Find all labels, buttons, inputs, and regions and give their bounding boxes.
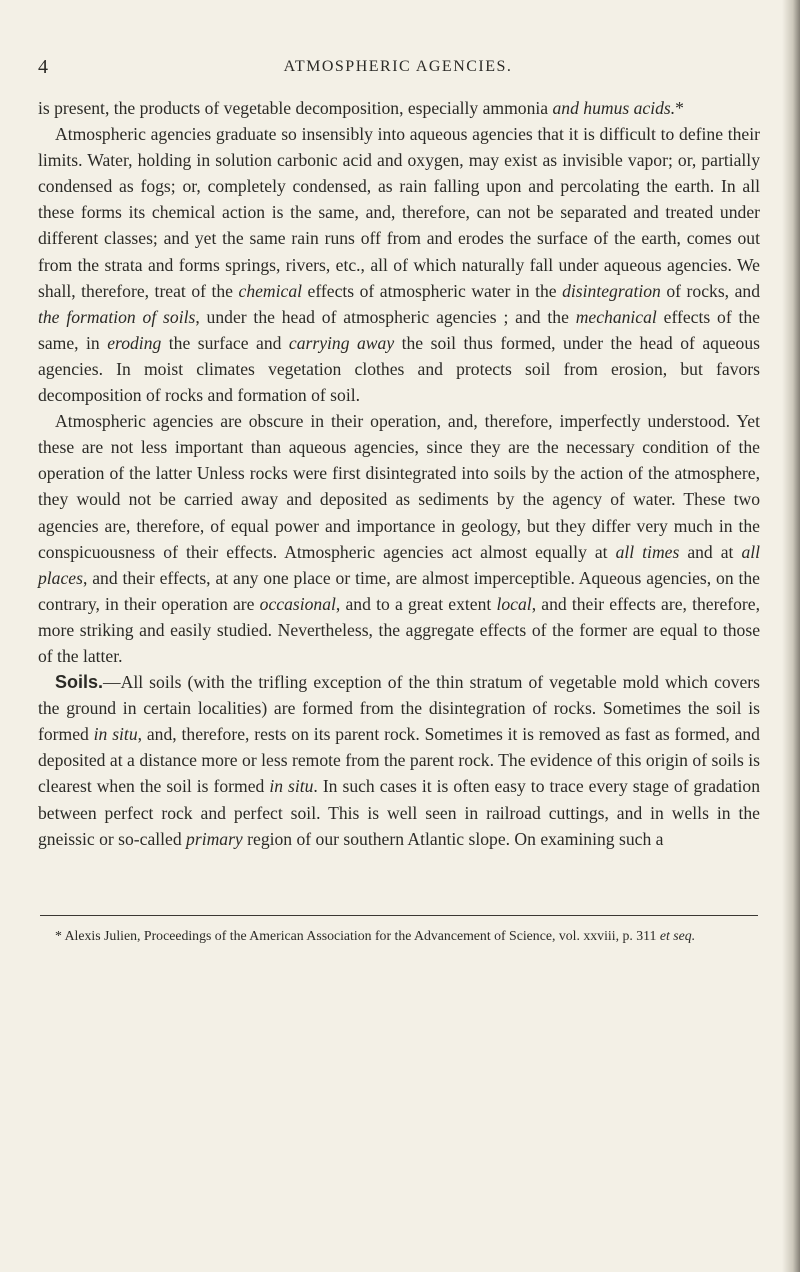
paragraph bbox=[38, 95, 760, 121]
italic-phrase: in situ bbox=[93, 724, 138, 745]
text-run: * Alexis Julien, Proceedings of the American Association for the Advancement of Science, vol. xxviii, p. 311 bbox=[55, 928, 660, 943]
italic-phrase: chemical bbox=[238, 280, 303, 301]
italic-phrase: primary bbox=[186, 828, 243, 849]
text-run: is present, the products of vegetable decomposition, especially ammonia bbox=[38, 98, 553, 118]
italic-phrase: all places bbox=[38, 541, 761, 588]
text-run: region of our southern Atlantic slope. On examining such a bbox=[242, 828, 664, 849]
italic-phrase: et seq. bbox=[659, 928, 696, 943]
text-run: effects of the same, in bbox=[38, 306, 760, 353]
text-run: Atmospheric agencies are obscure in their operation, and, therefore, imperfectly understood. Yet these are not less important than aqueous agencies, since they are the necessary condition of the operation of the latter Unless rocks were first disintegrated into soils by the action of the atmosphere, they would not be carried away and deposited as sediments by the agency of water. These two agencies are, therefore, of equal power and importance in geology, but they differ very much in the conspicuousness of their effects. Atmospheric agencies act almost equally at bbox=[38, 411, 760, 562]
page-edge-shadow bbox=[782, 0, 800, 1272]
page-number: 4 bbox=[38, 56, 48, 78]
italic-phrase: the formation of soils bbox=[38, 306, 196, 327]
page-header bbox=[38, 56, 758, 82]
text-run: the surface and bbox=[161, 332, 289, 353]
text-run: —All soils (with the trifling exception of the thin stratum of vegetable mold which covers the ground in certain localities) are formed from the disintegration of rocks. Sometimes the soil is formed bbox=[38, 672, 760, 745]
italic-phrase: eroding bbox=[107, 332, 162, 353]
text-run: , and their effects, at any one place or time, are almost imperceptible. Aqueous agencies, on the contrary, in their operation are bbox=[38, 567, 760, 614]
body-text bbox=[38, 95, 760, 852]
text-run: , and, therefore, rests on its parent rock. Sometimes it is removed as fast as formed, and deposited at a distance more or less remote from the parent rock. The evidence of this origin of soils is clearest when the soil is formed bbox=[38, 724, 760, 797]
section-heading-soils: Soils. bbox=[55, 672, 104, 693]
italic-phrase: mechanical bbox=[575, 306, 657, 327]
footnote bbox=[38, 925, 760, 946]
italic-phrase: carrying away bbox=[288, 332, 395, 353]
paragraph bbox=[38, 408, 760, 669]
text-run: , under the head of atmospheric agencies ; and the bbox=[195, 306, 576, 327]
text-run: and at bbox=[679, 541, 742, 562]
text-run: of rocks, and bbox=[660, 280, 760, 301]
text-run: , and to a great extent bbox=[335, 593, 497, 614]
text-run: effects of atmospheric water in the bbox=[302, 280, 563, 301]
text-run: , and their effects are, therefore, more striking and easily studied. Nevertheless, the aggregate effects of the former are equal to those of the latter. bbox=[38, 593, 760, 666]
paragraph bbox=[38, 669, 760, 852]
text-run: Atmospheric agencies graduate so insensibly into aqueous agencies that it is difficult to define their limits. Water, holding in solution carbonic acid and oxygen, may exist as invisible vapor; or, partially condensed as fogs; or, completely condensed, as rain falling upon and percolating the earth. In all these forms its chemical action is the same, and, therefore, can not be separated and treated under different classes; and yet the same rain runs off from and erodes the surface of the earth, comes out from the strata and forms springs, rivers, etc., all of which naturally fall under aqueous agencies. We shall, therefore, treat of the bbox=[38, 124, 760, 301]
paragraph bbox=[38, 121, 760, 408]
italic-phrase: local bbox=[496, 593, 532, 614]
italic-phrase: and humus acids. bbox=[552, 98, 676, 118]
italic-phrase: occasional bbox=[259, 593, 336, 614]
italic-phrase: disintegration bbox=[562, 280, 661, 301]
footnote-rule bbox=[40, 915, 758, 916]
text-run: the soil thus formed, under the head of aqueous agencies. In moist climates vegetation clothes and protects soil from erosion, but favors decomposition of rocks and formation of soil. bbox=[38, 332, 761, 406]
running-head: ATMOSPHERIC AGENCIES. bbox=[283, 58, 513, 75]
text-run: * bbox=[675, 98, 684, 118]
italic-phrase: in situ bbox=[269, 776, 314, 797]
text-run: . In such cases it is often easy to trace every stage of gradation between perfect rock and perfect soil. This is well seen in railroad cuttings, and in wells in the gneissic or so-called bbox=[38, 776, 760, 849]
italic-phrase: all times bbox=[615, 541, 680, 562]
